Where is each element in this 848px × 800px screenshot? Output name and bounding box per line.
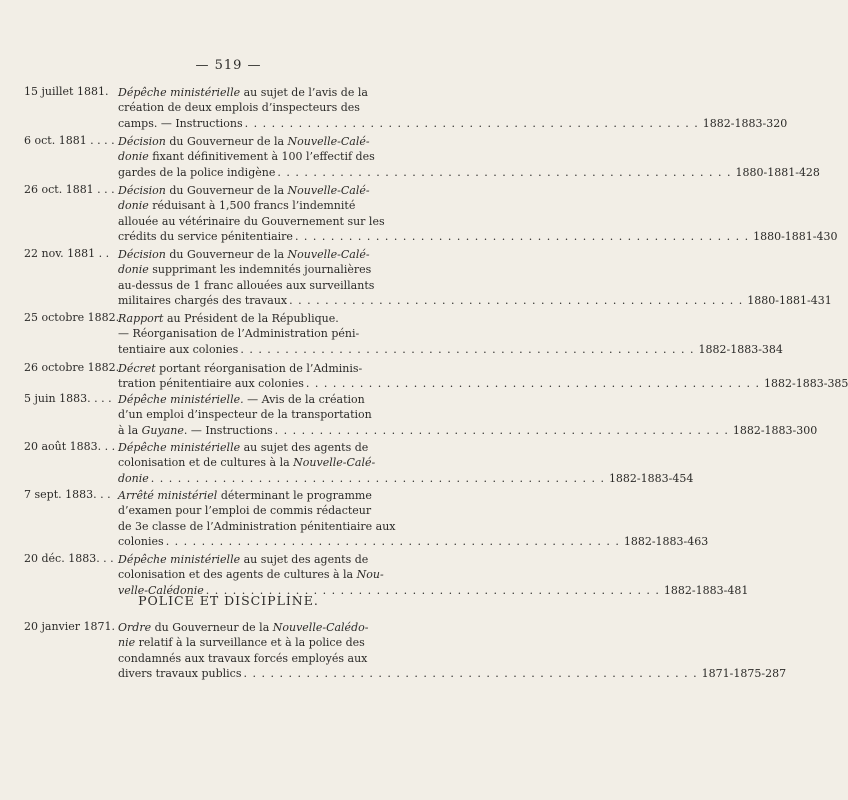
entry-reference: 1882-1883-384 [698, 342, 783, 356]
italic-text: Nouvelle-Calé- [293, 456, 376, 470]
plain-text: d’un emploi d’inspecteur de la transportation [118, 408, 372, 422]
entry-reference: 1882-1883-463 [623, 534, 709, 548]
entry-line [118, 376, 848, 391]
entry-line [118, 361, 444, 376]
plain-text: création de deux emplois d’inspecteurs des [118, 101, 360, 115]
plain-text: au-dessus de 1 franc allouées aux surveillants [118, 278, 375, 292]
line-text [118, 342, 238, 357]
italic-text: Nouvelle-Calé- [287, 135, 370, 148]
italic-text: Nouvelle-Calé- [287, 248, 370, 261]
entry-line [118, 583, 749, 598]
entry-line [118, 342, 783, 357]
dot-leader: . . . . . . . . . . . . . . . . . . . . . . . . . . . . . . . . . . . . . . . . . . . . . . . . . . . [150, 471, 605, 485]
italic-text: Rapport [118, 312, 164, 325]
entry-line [118, 198, 444, 213]
plain-text: colonisation et des agents de cultures à la [118, 568, 357, 582]
entry-reference: 1880-1881-430 [753, 229, 838, 243]
plain-text: — Avis de la création [243, 393, 365, 406]
dot-leader: . . . . . . . . . . . . . . . . . . . . . . . . . . . . . . . . . . . . . . . . . . . . . . . . . . . [277, 165, 732, 179]
plain-text: crédits du service pénitentiaire [118, 229, 293, 243]
entry-reference: 1880-1881-428 [735, 165, 820, 179]
italic-text: Dépêche ministérielle [118, 86, 241, 99]
plain-text: supprimant les indemnités journalières [148, 263, 372, 277]
italic-text: Dépêche ministérielle [118, 441, 241, 454]
entry-line [118, 407, 444, 422]
entry-line [118, 183, 444, 198]
plain-text: au Président de la République. [163, 312, 339, 325]
entry-date: 22 nov. 1881 . . [24, 247, 110, 260]
entry-line [118, 262, 444, 277]
plain-text: camps. — Instructions [118, 116, 243, 130]
entry-line [118, 440, 444, 455]
plain-text: allouée au vétérinaire du Gouvernement sur les [118, 214, 385, 228]
entry-reference: 1882-1883-300 [732, 423, 818, 437]
entry-line [118, 293, 832, 308]
entry-text [118, 392, 818, 438]
entry-date: 15 juillet 1881. [24, 85, 109, 98]
plain-text: de 3e classe de l’Administration pénitentiaire aux [118, 519, 396, 533]
italic-text: donie [118, 199, 149, 213]
plain-text: à la [118, 423, 142, 437]
entry-date: 26 oct. 1881 . . . [24, 183, 115, 196]
entry-text [118, 311, 783, 357]
entry-line [118, 116, 788, 131]
italic-text: Décision [118, 184, 166, 197]
entry-text [118, 440, 694, 486]
italic-text: donie [118, 150, 149, 164]
entry-text [118, 361, 848, 392]
plain-text: du Gouverneur de la [165, 248, 288, 261]
dot-leader: . . . . . . . . . . . . . . . . . . . . . . . . . . . . . . . . . . . . . . . . . . . . . . . . . . . [243, 666, 698, 680]
plain-text: militaires chargés des travaux [118, 293, 288, 307]
entry-line [118, 278, 444, 293]
plain-text: d’examen pour l’emploi de commis rédacteur [118, 504, 372, 518]
entry-text [118, 620, 787, 681]
entry-line [118, 471, 694, 486]
plain-text: au sujet des agents de [240, 553, 369, 566]
plain-text: colonisation et de cultures à la [118, 456, 294, 470]
entry-line [118, 392, 444, 407]
entry-date: 5 juin 1883. . . . [24, 392, 112, 405]
entry-line [118, 635, 444, 650]
entry-date: 20 août 1883. . . [24, 440, 116, 453]
line-text [118, 293, 287, 308]
entry-line [118, 488, 444, 503]
entry-reference: 1880-1881-431 [747, 293, 832, 307]
plain-text: — Réorganisation de l’Administration péni- [118, 327, 360, 341]
italic-text: velle-Calédonie [118, 583, 204, 597]
entry-text [118, 552, 749, 598]
italic-text: Arrêté ministériel [118, 489, 218, 502]
entry-line [118, 134, 444, 149]
line-text [118, 116, 243, 131]
dot-leader: . . . . . . . . . . . . . . . . . . . . . . . . . . . . . . . . . . . . . . . . . . . . . . . . . . . [240, 342, 695, 356]
plain-text: condamnés aux travaux forcés employés aux [118, 651, 368, 665]
plain-text: portant réorganisation de l’Adminis- [155, 362, 363, 375]
entry-date: 6 oct. 1881 . . . . [24, 134, 115, 147]
entry-date: 20 janvier 1871. [24, 620, 116, 633]
line-text [118, 165, 275, 180]
entry-reference: 1882-1883-481 [663, 583, 749, 597]
italic-text: Décision [118, 135, 166, 148]
entry-date: 25 octobre 1882. [24, 311, 120, 324]
line-text [118, 423, 273, 438]
entry-reference: 1882-1883-454 [608, 471, 694, 485]
italic-text: Dépêche ministérielle [118, 553, 241, 566]
entry-text [118, 488, 709, 549]
entry-line [118, 423, 818, 438]
dot-leader: . . . . . . . . . . . . . . . . . . . . . . . . . . . . . . . . . . . . . . . . . . . . . . . . . . . [305, 377, 761, 391]
entry-line [118, 149, 444, 164]
plain-text: . — Instructions [183, 423, 273, 437]
page-number: — 519 — [195, 58, 262, 73]
entry-text [118, 183, 838, 244]
italic-text: Nouvelle-Calé- [287, 184, 370, 197]
entry-date: 20 déc. 1883. . . [24, 552, 114, 565]
line-text [118, 471, 149, 486]
italic-text: donie [118, 471, 149, 485]
dot-leader: . . . . . . . . . . . . . . . . . . . . . . . . . . . . . . . . . . . . . . . . . . . . . . . . . . . [274, 423, 729, 437]
entry-line [118, 519, 444, 534]
line-text [118, 229, 293, 244]
entry-line [118, 620, 444, 635]
entry-line [118, 326, 444, 341]
plain-text: déterminant le programme [217, 489, 372, 502]
plain-text: au sujet de l’avis de la [240, 86, 368, 99]
italic-text: Guyane [141, 423, 184, 437]
entry-reference: 1871-1875-287 [701, 666, 787, 680]
line-text [118, 376, 304, 391]
plain-text: du Gouverneur de la [151, 621, 273, 634]
entry-line [118, 85, 444, 100]
italic-text: donie [118, 263, 149, 277]
dot-leader: . . . . . . . . . . . . . . . . . . . . . . . . . . . . . . . . . . . . . . . . . . . . . . . . . . . [294, 229, 750, 243]
plain-text: divers travaux publics [118, 666, 242, 680]
italic-text: nie [118, 636, 136, 650]
italic-text: Décision [118, 248, 166, 261]
entry-line [118, 229, 838, 244]
dot-leader: . . . . . . . . . . . . . . . . . . . . . . . . . . . . . . . . . . . . . . . . . . . . . . . . . . . [244, 116, 699, 130]
entry-line [118, 455, 444, 470]
entry-date: 7 sept. 1883. . . [24, 488, 111, 501]
plain-text: colonies [118, 534, 164, 548]
entry-reference: 1882-1883-385 [764, 377, 848, 391]
plain-text: fixant définitivement à 100 l’effectif des [148, 150, 375, 164]
entry-line [118, 100, 444, 115]
plain-text: gardes de la police indigène [118, 165, 276, 179]
entry-line [118, 311, 444, 326]
entry-line [118, 567, 444, 582]
entry-line [118, 651, 444, 666]
plain-text: tration pénitentiaire aux colonies [118, 377, 304, 391]
dot-leader: . . . . . . . . . . . . . . . . . . . . . . . . . . . . . . . . . . . . . . . . . . . . . . . . . . . [289, 293, 744, 307]
entry-line [118, 165, 820, 180]
plain-text: relatif à la surveillance et à la police des [135, 636, 365, 650]
plain-text: tentiaire aux colonies [118, 342, 239, 356]
entry-line [118, 552, 444, 567]
italic-text: Dépêche ministérielle. [118, 393, 244, 406]
plain-text: du Gouverneur de la [165, 184, 288, 197]
entry-line [118, 534, 709, 549]
italic-text: Nou- [356, 568, 384, 582]
line-text [118, 534, 164, 549]
entry-text [118, 247, 832, 308]
dot-leader: . . . . . . . . . . . . . . . . . . . . . . . . . . . . . . . . . . . . . . . . . . . . . . . . . . . [165, 534, 620, 548]
plain-text: du Gouverneur de la [165, 135, 288, 148]
entry-text [118, 134, 820, 180]
entry-line [118, 503, 444, 518]
italic-text: Nouvelle-Calédo- [272, 621, 369, 634]
entry-date: 26 octobre 1882. [24, 361, 120, 374]
line-text [118, 666, 242, 681]
italic-text: Décret [118, 362, 156, 375]
dot-leader: . . . . . . . . . . . . . . . . . . . . . . . . . . . . . . . . . . . . . . . . . . . . . . . . . . . [205, 583, 660, 597]
section-title: POLICE ET DISCIPLINE. [138, 593, 319, 608]
entry-line [118, 666, 787, 681]
entry-line [118, 247, 444, 262]
entry-reference: 1882-1883-320 [702, 116, 788, 130]
line-text [118, 583, 204, 598]
italic-text: Ordre [118, 621, 152, 634]
plain-text: au sujet des agents de [240, 441, 369, 454]
entry-line [118, 214, 444, 229]
entry-text [118, 85, 788, 131]
plain-text: réduisant à 1,500 francs l’indemnité [148, 199, 356, 213]
